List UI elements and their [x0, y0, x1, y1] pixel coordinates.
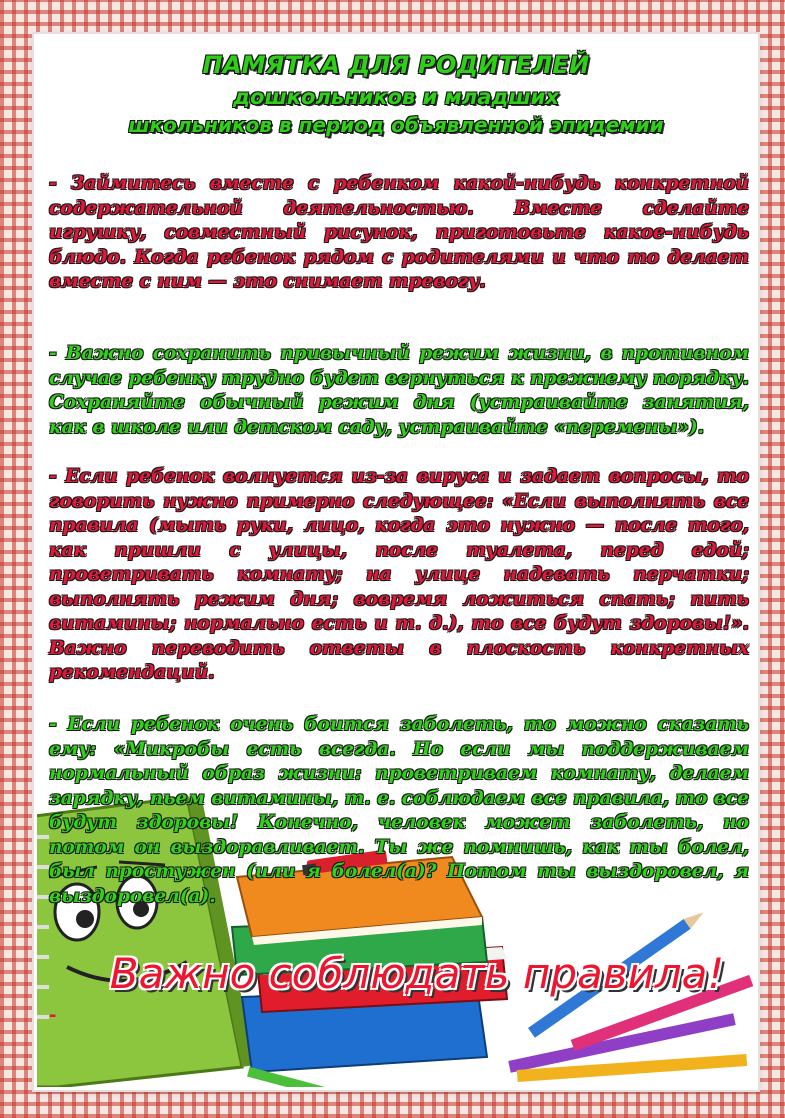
- advice-paragraph-4: - Если ребенок очень боится заболеть, то можно сказать ему: «Микробы есть всегда. Но если мы поддерживаем нормальный образ жизни: проветриваем комнату, делаем зарядку, пьем витамины, т. е. соблюдаем все правила, то все будут здоровы! Конечно, человек может заболеть, но потом он выздоравливает. Ты же помнишь, как ты болел, был простужен (или я болел(а)? Потом ты выздоровел, я выздоровел(а).: [49, 714, 749, 907]
- advice-paragraph-2: - Важно сохранить привычный режим жизни, в противном случае ребенку трудно будет вернуться к прежнему порядку. Сохраняйте обычный режим дня (устраивайте занятия, как в школе или детском саду, устраивайте «перемены»).: [49, 343, 750, 438]
- advice-paragraph-3: - Если ребенок волнуется из-за вируса и задает вопросы, то говорить нужно примерно следующее: «Если выполнять все правила (мыть руки, лицо, когда это нужно — после того, как пришли с улицы, после туалета, перед едой; проветривать комнату; на улице надевать перчатки; выполнять режим дня; вовремя ложиться спать; пить витамины; нормально есть и т. д.), то все будут здоровы!». Важно переводить ответы в плоскость конкретных рекомендаций.: [49, 466, 749, 683]
- memo-subtitle-line1: дошкольников и младших: [233, 85, 559, 109]
- memo-title: ПАМЯТКА ДЛЯ РОДИТЕЛЕЙ: [202, 51, 590, 79]
- trailing-dash: -: [49, 1005, 57, 1026]
- memo-subtitle-line2: школьников в период объявленной эпидемии: [128, 113, 664, 137]
- slogan-banner: Важно соблюдать правила!: [109, 949, 725, 998]
- memo-sheet: [34, 34, 758, 1090]
- advice-paragraph-1: - Займитесь вместе с ребенком какой-нибудь конкретной содержательной деятельностью. Вместе сделайте игрушку, совместный рисунок, приготовьте какое-нибудь блюдо. Когда ребенок рядом с родителями и что то делает вместе с ним — это снимает тревогу.: [49, 173, 749, 292]
